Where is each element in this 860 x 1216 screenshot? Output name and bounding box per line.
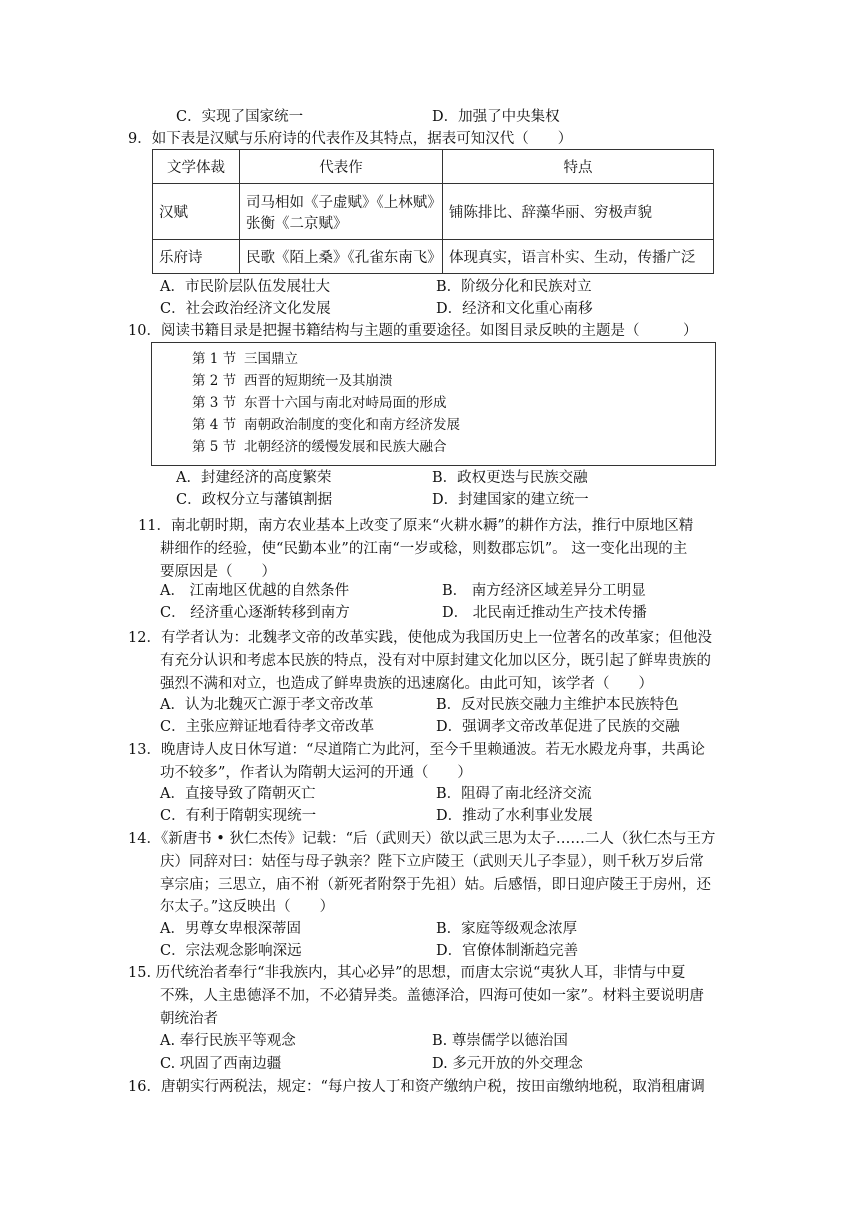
q9-option-c: C．社会政治经济文化发展 xyxy=(160,301,331,317)
q9-stem: 9．如下表是汉赋与乐府诗的代表作及其特点，据表可知汉代（ ） xyxy=(128,131,573,147)
q11-option-c: C． 经济重心逐渐转移到南方 xyxy=(160,605,350,621)
q8-option-d: D．加强了中央集权 xyxy=(432,109,560,125)
q10-option-b: B．政权更迭与民族交融 xyxy=(432,470,588,486)
toc-section-number: 第 5 节 xyxy=(192,439,237,455)
q9-option-d: D．经济和文化重心南移 xyxy=(436,301,593,317)
q13-option-b: B．阻碍了南北经济交流 xyxy=(436,786,592,802)
toc-item xyxy=(192,371,393,391)
q11-option-b: B． 南方经济区域差异分工明显 xyxy=(442,583,646,599)
toc-section-title: 南朝政治制度的变化和南方经济发展 xyxy=(244,417,460,433)
q10-option-d: D．封建国家的建立统一 xyxy=(432,492,589,508)
q11-option-d: D． 北民南迁推动生产技术传播 xyxy=(442,605,647,621)
q16-stem-line-1: 16．唐朝实行两税法，规定：“每户按人丁和资产缴纳户税，按田亩缴纳地税，取消租庸调 xyxy=(128,1079,705,1095)
q12-stem-line-3: 强烈不满和对立，也造成了鲜卑贵族的迅速腐化。由此可知，该学者（ ） xyxy=(160,676,653,692)
table-header-cell: 代表作 xyxy=(240,150,443,184)
q11-stem-line-1: 11．南北朝时期，南方农业基本上改变了原来“火耕水耨”的耕作方法，推行中原地区精 xyxy=(138,518,694,534)
q14-stem-line-2: 庆）同辞对曰：姑侄与母子孰亲？陛下立庐陵王（武则天儿子李显），则千秋万岁后常 xyxy=(160,854,704,870)
table-cell-genre: 汉赋 xyxy=(153,184,240,240)
q13-option-c: C．有利于隋朝实现统一 xyxy=(160,808,317,824)
q11-stem-line-3: 要原因是（ ） xyxy=(160,564,276,580)
table-cell-feature: 铺陈排比、辞藻华丽、穷极声貌 xyxy=(443,184,714,240)
q12-option-c: C．主张应辩证地看待孝文帝改革 xyxy=(160,719,375,735)
q15-option-c: C. 巩固了西南边疆 xyxy=(160,1056,282,1072)
toc-section-title: 西晋的短期统一及其崩溃 xyxy=(244,373,393,389)
q14-option-c: C．宗法观念影响深远 xyxy=(160,943,302,959)
q12-option-a: A．认为北魏灭亡源于孝文帝改革 xyxy=(160,697,374,713)
q15-stem-line-3: 朝统治者 xyxy=(160,1011,218,1027)
q11-option-a: A． 江南地区优越的自然条件 xyxy=(160,583,350,599)
q9-literature-table xyxy=(152,149,714,274)
q11-stem-line-2: 耕细作的经验，使“民勤本业”的江南“一岁或稔，则数郡忘饥”。 这一变化出现的主 xyxy=(160,541,688,557)
q14-option-a: A．男尊女卑根深蒂固 xyxy=(160,921,301,937)
toc-section-number: 第 1 节 xyxy=(192,351,237,367)
toc-section-title: 北朝经济的缓慢发展和民族大融合 xyxy=(244,439,447,455)
q14-option-d: D．官僚体制渐趋完善 xyxy=(436,943,579,959)
q14-stem-line-3: 享宗庙；三思立，庙不祔（新死者附祭于先祖）姑。后感悟，即日迎庐陵王于房州，还 xyxy=(160,877,711,893)
q15-option-a: A. 奉行民族平等观念 xyxy=(160,1033,296,1049)
q14-option-b: B．家庭等级观念浓厚 xyxy=(436,921,578,937)
q10-stem: 10．阅读书籍目录是把握书籍结构与主题的重要途径。如图目录反映的主题是（ ） xyxy=(128,323,698,339)
q13-stem-line-1: 13．晚唐诗人皮日休写道：“尽道隋亡为此河，至今千里赖通波。若无水殿龙舟事，共禹论 xyxy=(128,742,705,758)
q13-option-a: A．直接导致了隋朝灭亡 xyxy=(160,786,316,802)
q15-stem-line-1: 15. 历代统治者奉行“非我族内，其心必异”的思想，而唐太宗说“夷狄人耳，非情与中夏 xyxy=(128,965,686,981)
q9-option-a: A．市民阶层队伍发展壮大 xyxy=(160,279,330,295)
toc-item xyxy=(192,349,298,369)
toc-item xyxy=(192,437,447,457)
table-header-cell: 文学体裁 xyxy=(153,150,240,184)
q12-option-b: B．反对民族交融力主维护本民族特色 xyxy=(436,697,679,713)
table-row xyxy=(153,240,714,274)
q8-option-c: C．实现了国家统一 xyxy=(176,109,304,125)
works-line: 张衡《二京赋》 xyxy=(246,215,348,232)
q13-option-d: D．推动了水利事业发展 xyxy=(436,808,593,824)
toc-section-number: 第 3 节 xyxy=(192,395,237,411)
q10-table-of-contents xyxy=(151,342,716,466)
q12-option-d: D．强调孝文帝改革促进了民族的交融 xyxy=(436,719,680,735)
q12-stem-line-1: 12．有学者认为：北魏孝文帝的改革实践，使他成为我国历史上一位著名的改革家；但他没 xyxy=(128,630,712,646)
table-cell-works xyxy=(240,184,443,240)
q10-option-a: A．封建经济的高度繁荣 xyxy=(176,470,332,486)
toc-section-number: 第 4 节 xyxy=(192,417,237,433)
q12-stem-line-2: 有充分认识和考虑本民族的特点，没有对中原封建文化加以区分，既引起了鲜卑贵族的 xyxy=(160,653,711,669)
table-header-row xyxy=(153,150,714,184)
q15-stem-line-2: 不殊，人主患德泽不加，不必猜异类。盖德泽洽，四海可使如一家”。材料主要说明唐 xyxy=(160,988,704,1004)
table-cell-works: 民歌《陌上桑》《孔雀东南飞》 xyxy=(240,240,443,274)
table-row xyxy=(153,184,714,240)
table-cell-genre: 乐府诗 xyxy=(153,240,240,274)
toc-item xyxy=(192,393,447,413)
q14-stem-line-1: 14．《新唐书 • 狄仁杰传》记载：“后（武则天）欲以武三思为太子……二人（狄仁杰与王方 xyxy=(128,831,716,847)
table-header-cell: 特点 xyxy=(443,150,714,184)
works-line: 司马相如《子虚赋》《上林赋》 xyxy=(246,194,442,211)
toc-section-title: 三国鼎立 xyxy=(244,351,298,367)
toc-section-number: 第 2 节 xyxy=(192,373,237,389)
q14-stem-line-4: 尔太子。”这反映出（ ） xyxy=(160,899,335,915)
q10-option-c: C．政权分立与藩镇割据 xyxy=(176,492,333,508)
q15-option-b: B. 尊崇儒学以德治国 xyxy=(432,1033,568,1049)
table-cell-feature: 体现真实，语言朴实、生动，传播广泛 xyxy=(443,240,714,274)
q15-option-d: D. 多元开放的外交理念 xyxy=(432,1056,583,1072)
q9-option-b: B．阶级分化和民族对立 xyxy=(436,279,592,295)
toc-item xyxy=(192,415,460,435)
toc-section-title: 东晋十六国与南北对峙局面的形成 xyxy=(244,395,447,411)
q13-stem-line-2: 功不较多”，作者认为隋朝大运河的开通（ ） xyxy=(160,765,472,781)
